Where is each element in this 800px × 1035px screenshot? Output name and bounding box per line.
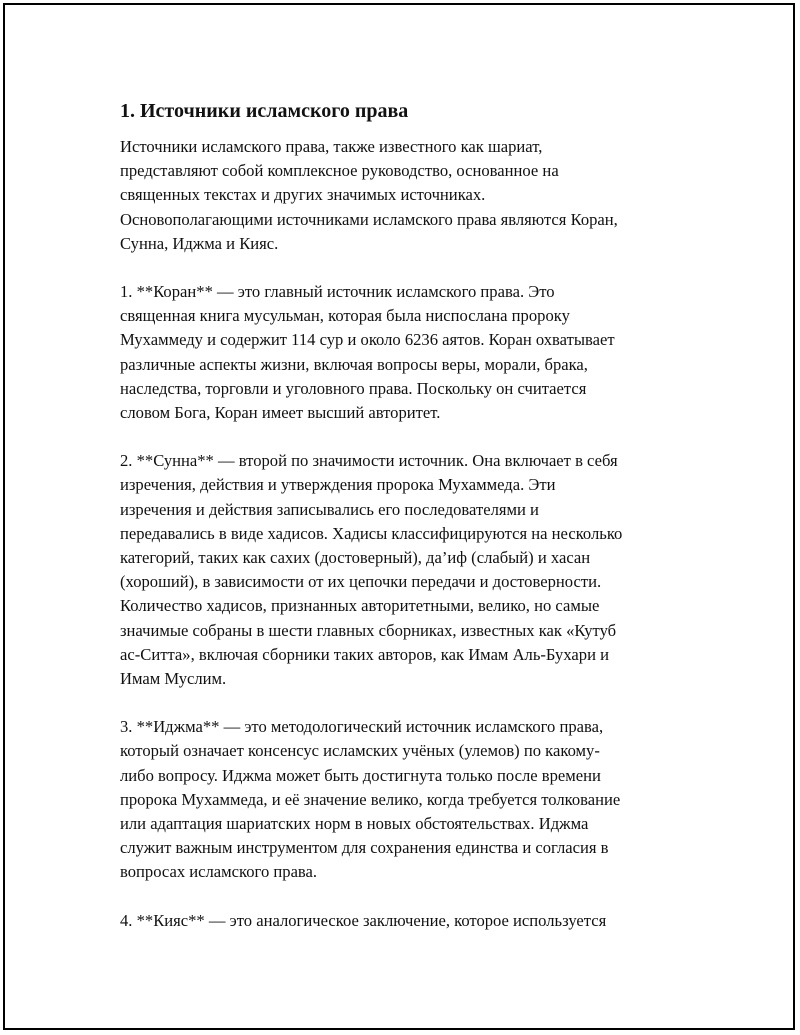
text-line: Основополагающими источниками исламского права являются Коран, — [120, 209, 618, 229]
document-page — [3, 3, 795, 1030]
text-line: или адаптация шариатских норм в новых обстоятельствах. Иджма — [120, 814, 589, 834]
document-content — [120, 97, 695, 957]
text-line: (хороший), в зависимости от их цепочки передачи и достоверности. — [120, 572, 602, 592]
text-line: служит важным инструментом для сохранения единства и согласия в — [120, 838, 609, 858]
text-line: Количество хадисов, признанных авторитетными, велико, но самые — [120, 596, 600, 616]
text-line: Мухаммеду и содержит 114 сур и около 6236 аятов. Коран охватывает — [120, 330, 615, 350]
text-line: представляют собой комплексное руководство, основанное на — [120, 161, 559, 181]
text-line: пророка Мухаммеда, и её значение велико, когда требуется толкование — [120, 789, 621, 809]
text-line: священная книга мусульман, которая была ниспослана пророку — [120, 306, 570, 326]
text-line: изречения, действия и утверждения пророка Мухаммеда. Эти — [120, 475, 556, 495]
text-line: который означает консенсус исламских учёных (улемов) по какому- — [120, 741, 600, 761]
text-line: Сунна, Иджма и Кияс. — [120, 233, 279, 253]
text-line: наследства, торговли и уголовного права. Поскольку он считается — [120, 378, 587, 398]
text-line: словом Бога, Коран имеет высший авторитет. — [120, 403, 441, 423]
text-line: 1. **Коран** — это главный источник исламского права. Это — [120, 282, 555, 302]
section-title: 1. Источники исламского права — [120, 100, 409, 122]
text-line: Имам Муслим. — [120, 669, 227, 689]
text-line: изречения и действия записывались его последователями и — [120, 499, 539, 519]
paragraph-list — [120, 135, 695, 933]
text-line: 4. **Кияс** — это аналогическое заключение, которое используется — [120, 910, 607, 930]
paragraph — [120, 449, 695, 691]
text-line: либо вопросу. Иджма может быть достигнута только после времени — [120, 765, 601, 785]
text-line: Источники исламского права, также известного как шариат, — [120, 137, 543, 156]
text-line: категорий, таких как сахих (достоверный), да’иф (слабый) и хасан — [120, 548, 591, 568]
text-line: вопросах исламского права. — [120, 862, 318, 882]
paragraph — [120, 135, 695, 256]
paragraph — [120, 909, 695, 933]
text-line: значимые собраны в шести главных сборниках, известных как «Кутуб — [120, 620, 617, 640]
text-line: 2. **Сунна** — второй по значимости источник. Она включает в себя — [120, 451, 618, 471]
text-line: передавались в виде хадисов. Хадисы классифицируются на несколько — [120, 523, 623, 543]
text-line: 3. **Иджма** — это методологический источник исламского права, — [120, 717, 604, 737]
text-line: различные аспекты жизни, включая вопросы веры, морали, брака, — [120, 354, 588, 374]
paragraph — [120, 715, 695, 884]
text-line: ас-Ситта», включая сборники таких авторов, как Имам Аль-Бухари и — [120, 644, 609, 664]
paragraph — [120, 280, 695, 425]
text-line: священных текстах и других значимых источниках. — [120, 185, 486, 205]
